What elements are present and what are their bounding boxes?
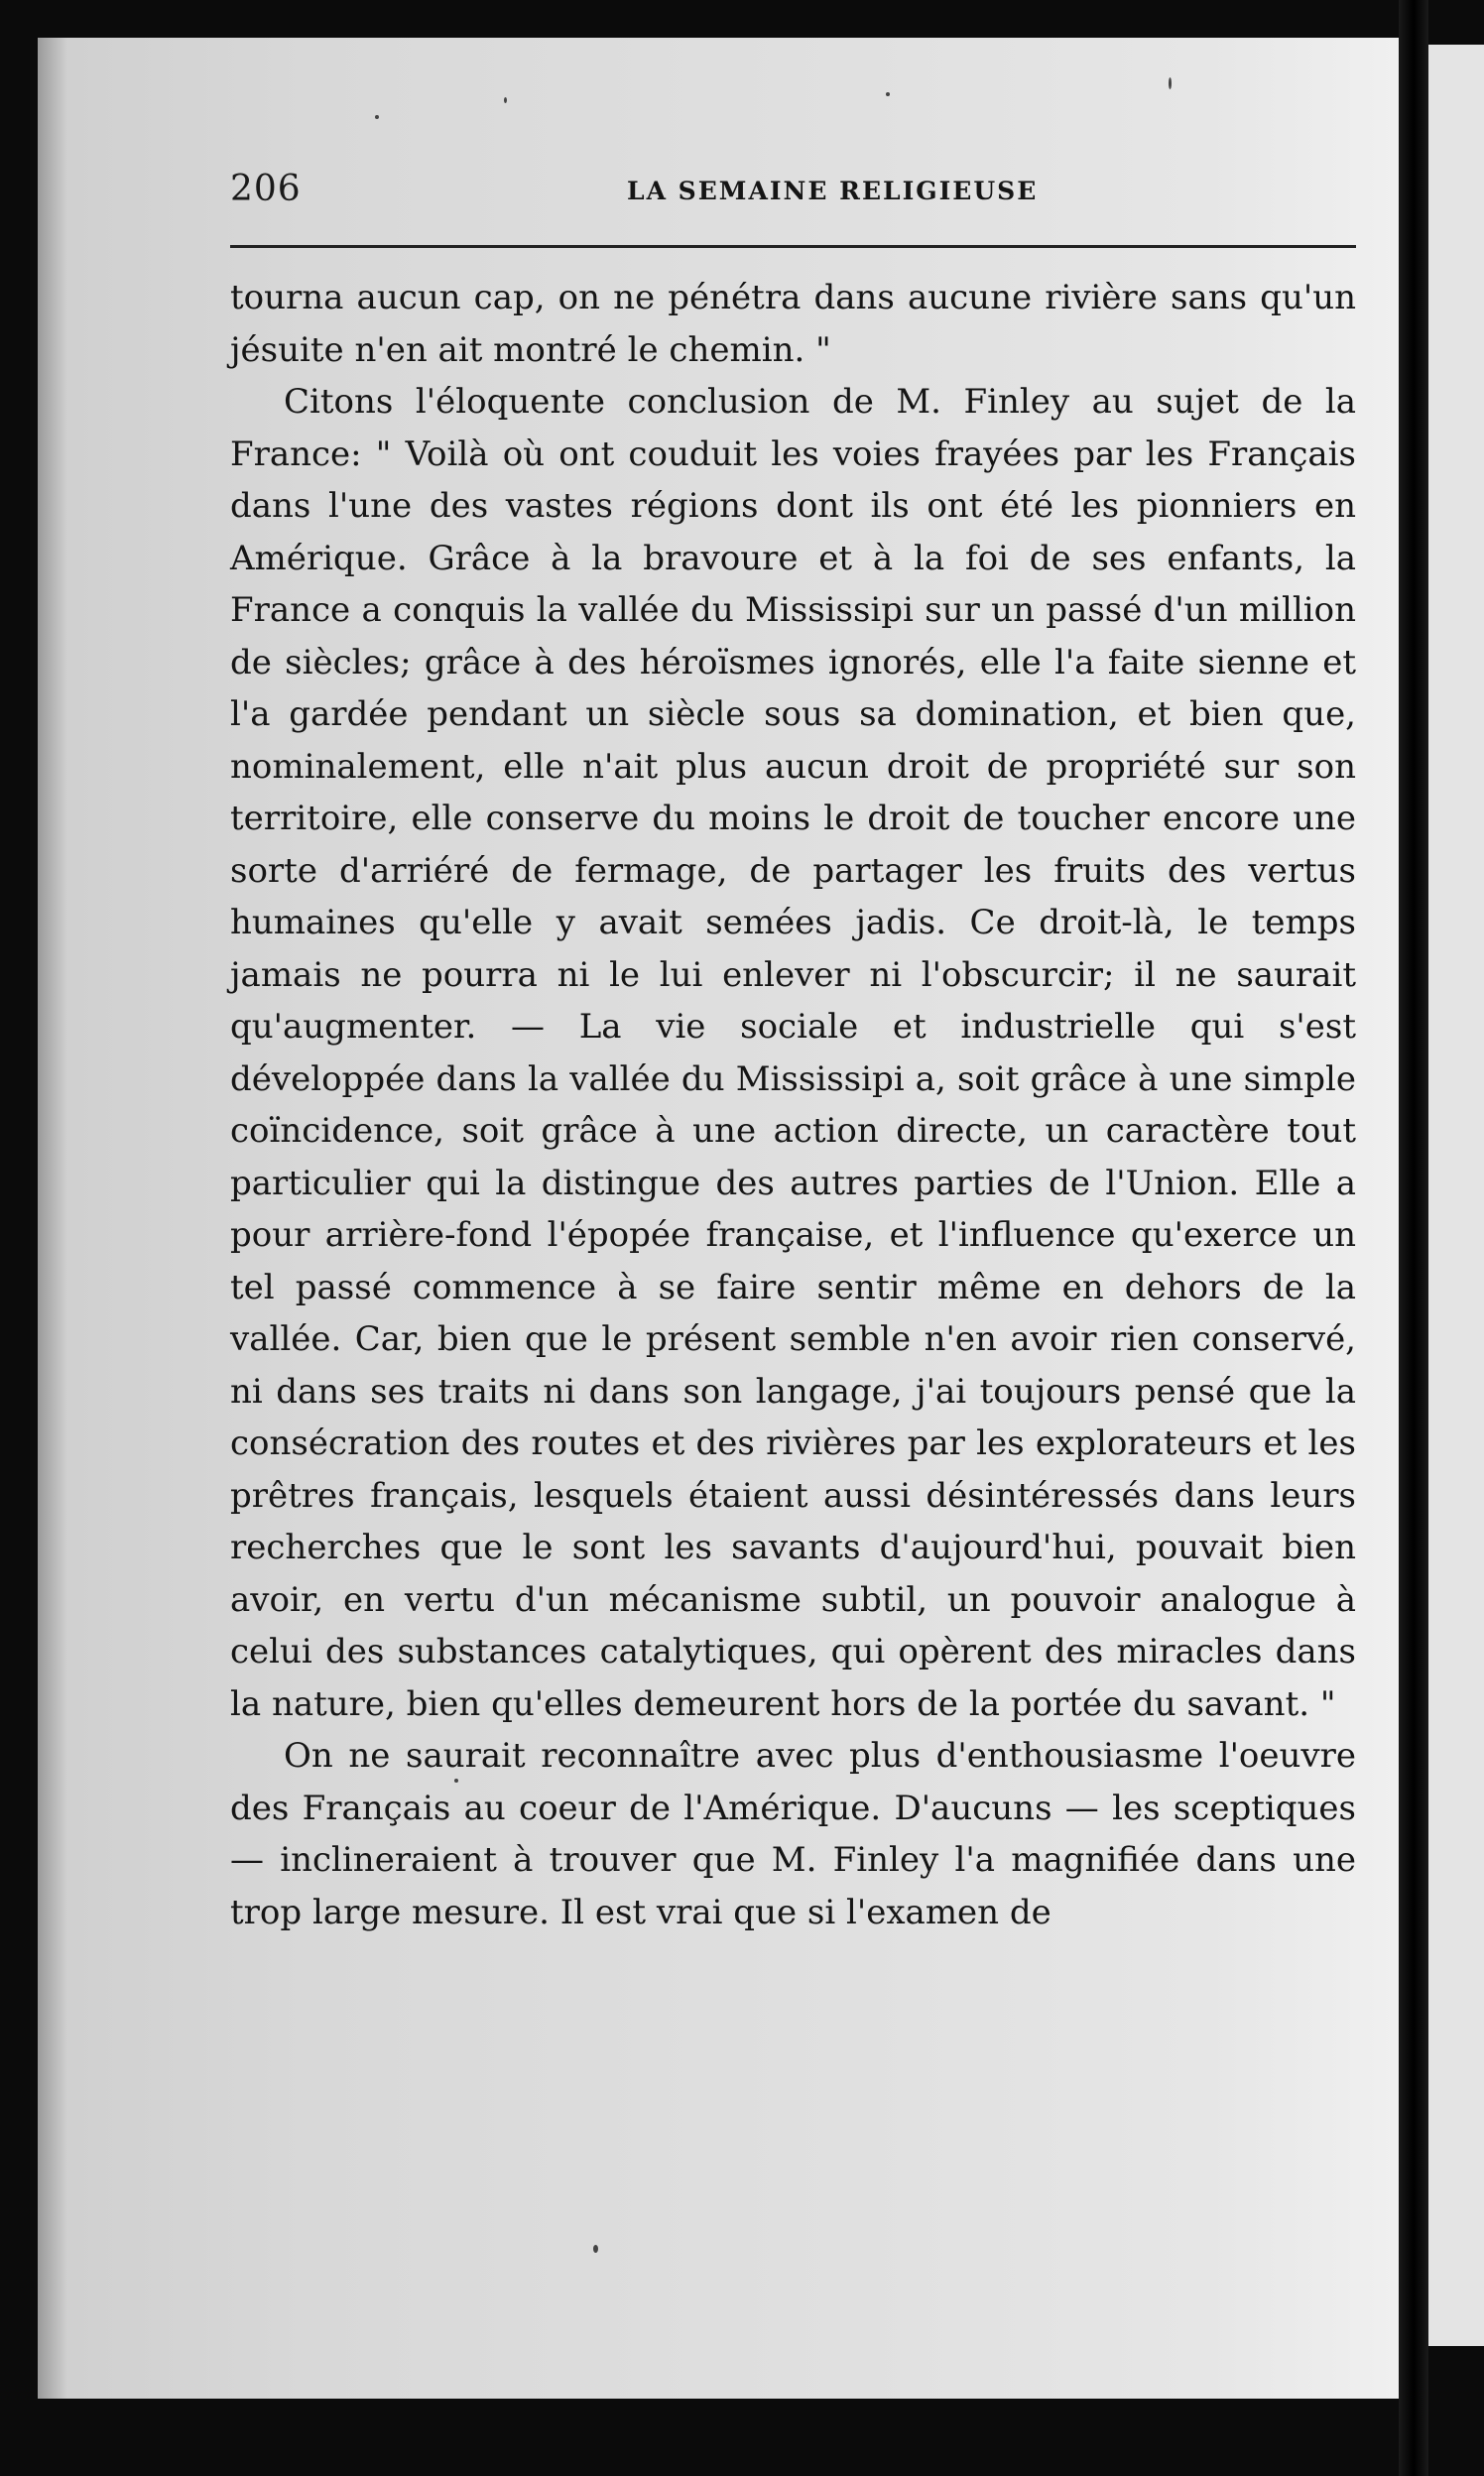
facing-page-edge — [1428, 45, 1484, 2346]
page-header — [230, 169, 1356, 218]
body-text — [230, 272, 1356, 1938]
running-title: LA SEMAINE RELIGIEUSE — [627, 177, 1039, 205]
page-number: 206 — [230, 169, 302, 209]
paragraph-continuation: tourna aucun cap, on ne pénétra dans aucune rivière sans qu'un jésuite n'en ait montré le chemin. " — [230, 278, 1356, 370]
paragraph-commentary: On ne saurait reconnaître avec plus d'enthousiasme l'oeuvre des Français au coeur de l'Amérique. D'aucuns — les sceptiques — inclineraient à trouver que M. Finley l'a magnifiée dans une trop large mesure. Il est vrai que si l'examen de — [230, 1736, 1356, 1932]
paragraph-finley-quote: Citons l'éloquente conclusion de M. Finley au sujet de la France: " Voilà où ont couduit les voies frayées par les Français dans l'une des vastes régions dont ils ont été les pionniers en Amérique. Grâce à la bravoure et à la foi de ses enfants, la France a conquis la vallée du Mississipi sur un passé d'un million de siècles; grâce à des héroïsmes ignorés, elle l'a faite sienne et l'a gardée pendant un siècle sous sa domination, et bien que, nominalement, elle n'ait plus aucun droit de propriété sur son territoire, elle conserve du moins le droit de toucher encore une sorte d'arriéré de fermage, de partager les fruits des vertus humaines qu'elle y avait semées jadis. Ce droit-là, le temps jamais ne pourra ni le lui enlever ni l'obscurcir; il ne saurait qu'augmenter. — La vie sociale et industrielle qui s'est développée dans la vallée du Mississipi a, soit grâce à une simple coïncidence, soit grâce à une action directe, un caractère tout particulier qui la distingue des autres parties de l'Union. Elle a pour arrière-fond l'épopée française, et l'influence qu'exerce un tel passé commence à se faire sentir même en dehors de la vallée. Car, bien que le présent semble n'en avoir rien conservé, ni dans ses traits ni dans son langage, j'ai toujours pensé que la consécration des routes et des rivières par les explorateurs et les prêtres français, lesquels étaient aussi désintéressés dans leurs recherches que le sont les savants d'aujourd'hui, pouvait bien avoir, en vertu d'un mécanisme subtil, un pouvoir analogue à celui des substances catalytiques, qui opèrent des miracles dans la nature, bien qu'elles demeurent hors de la portée du savant. " — [230, 382, 1356, 1724]
header-rule — [230, 245, 1356, 248]
book-gutter — [1399, 0, 1428, 2476]
